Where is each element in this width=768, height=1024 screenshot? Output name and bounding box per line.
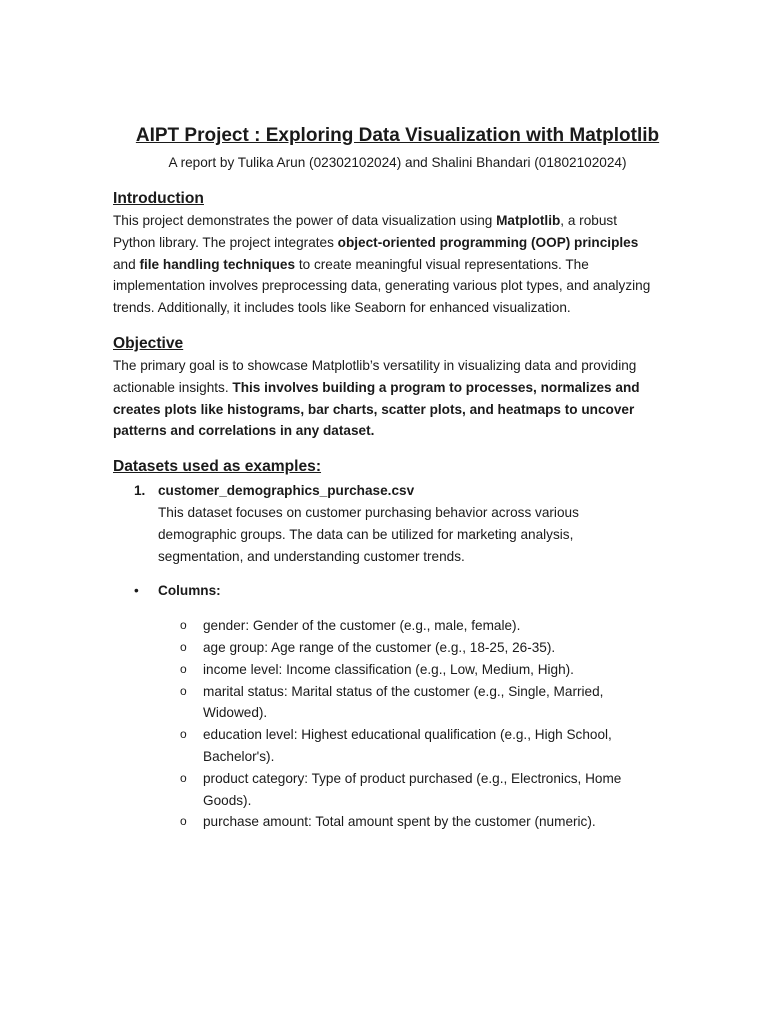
introduction-heading: Introduction — [113, 190, 204, 207]
introduction-paragraph: This project demonstrates the power of data visualization using Matplotlib, a robust Python library. The project integrates object-oriented programming (OOP) principles and file handling techniques to create meaningful visual representations. The implementation involves preprocessing data, generating various plot types, and analyzing trends. Additionally, it includes tools like Seaborn for enhanced visualization. — [113, 213, 651, 316]
sub-bullet: o — [180, 661, 187, 676]
datasets-heading: Datasets used as examples: — [113, 458, 322, 476]
column-item: o product category: Type of product purchased (e.g., Electronics, Home Goods). — [113, 768, 658, 812]
sub-bullet: o — [180, 639, 187, 654]
report-title: AIPT Project : Exploring Data Visualization with Matplotlib — [135, 125, 660, 146]
column-item: o age group: Age range of the customer (e.g., 18-25, 26-35). — [113, 637, 658, 659]
introduction-section — [113, 188, 658, 319]
sub-bullet: o — [180, 727, 187, 742]
dataset-item — [113, 480, 658, 567]
objective-section — [113, 333, 658, 442]
objective-paragraph: The primary goal is to showcase Matplotlib’s versatility in visualizing data and providing actionable insights. This involves building a program to processes, normalizes and creates plots like histograms, bar charts, scatter plots, and heatmaps to uncover patterns and correlations in any dataset. — [113, 357, 640, 439]
column-item: o marital status: Marital status of the customer (e.g., Single, Married, Widowed). — [113, 681, 658, 725]
sub-bullet: o — [180, 770, 187, 785]
column-item: o income level: Income classification (e.g., Low, Medium, High). — [113, 659, 658, 681]
sub-bullet: o — [180, 683, 187, 698]
sub-bullet: o — [180, 618, 187, 633]
objective-heading: Objective — [113, 334, 184, 352]
sub-bullet: o — [180, 814, 187, 829]
columns-label: Columns: — [158, 583, 221, 599]
datasets-section — [113, 456, 658, 833]
column-item: o gender: Gender of the customer (e.g., male, female). — [113, 615, 658, 637]
dataset-description: This dataset focuses on customer purchasing behavior across various demographic groups. The data can be utilized for marketing analysis, segmentation, and understanding customer trends. — [158, 504, 579, 564]
dataset-file-name: customer_demographics_purchase.csv — [158, 483, 415, 499]
column-item: o education level: Highest educational qualification (e.g., High School, Bachelor's). — [113, 724, 658, 768]
document-page — [113, 122, 658, 833]
dataset-number: 1. — [134, 483, 146, 499]
column-item: o purchase amount: Total amount spent by the customer (numeric). — [113, 811, 658, 833]
bullet-dot: • — [134, 583, 139, 599]
report-authors: A report by Tulika Arun (02302102024) and Shalini Bhandari (01802102024) — [168, 155, 627, 170]
columns-bullet — [113, 580, 658, 602]
columns-list — [113, 615, 658, 833]
